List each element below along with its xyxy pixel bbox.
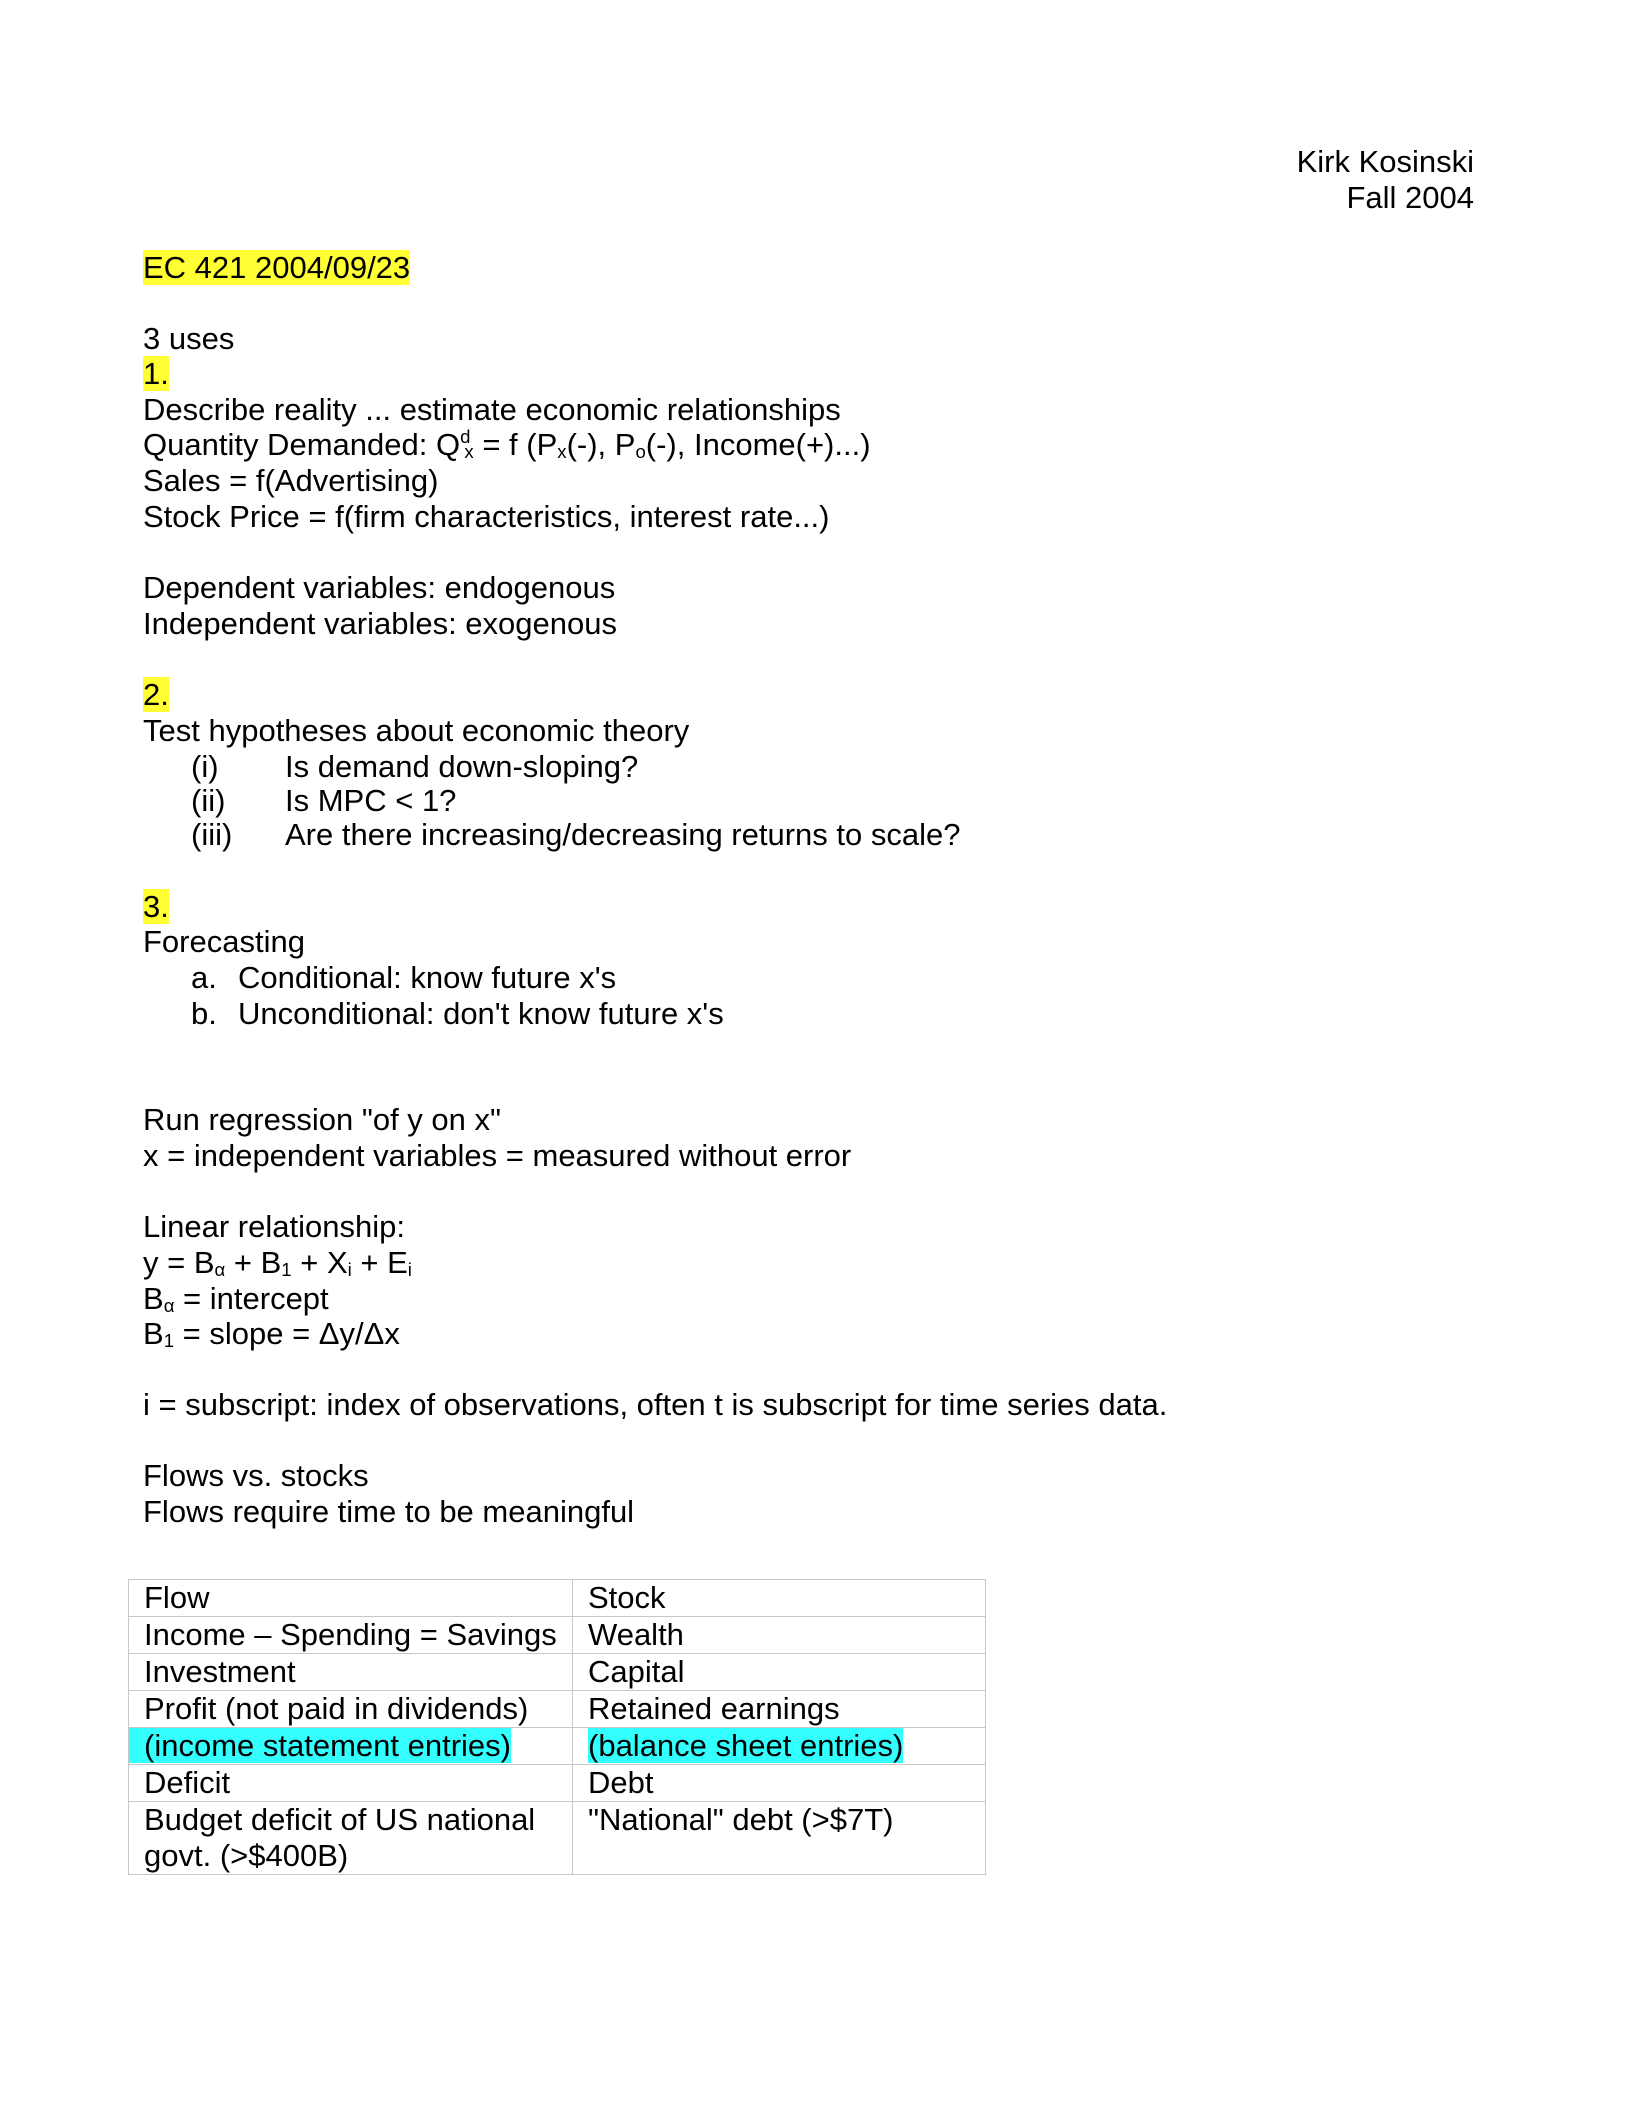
forecast-marker: a. bbox=[191, 960, 217, 995]
table-cell bbox=[573, 1728, 986, 1765]
hypothesis-text: Is MPC < 1? bbox=[285, 783, 457, 818]
table-cell: Income – Spending = Savings bbox=[129, 1617, 573, 1654]
use-1-description: Describe reality ... estimate economic relationships bbox=[143, 392, 841, 427]
eq-sub: i bbox=[347, 1259, 352, 1280]
subscript-note: i = subscript: index of observations, often t is subscript for time series data. bbox=[143, 1387, 1168, 1422]
table-row bbox=[129, 1654, 986, 1691]
eq-text: + E bbox=[351, 1245, 408, 1280]
independent-variables: Independent variables: exogenous bbox=[143, 606, 617, 641]
table-cell bbox=[129, 1728, 573, 1765]
quantity-demanded-formula bbox=[143, 427, 871, 463]
use-2-number-line bbox=[143, 677, 169, 713]
table-row bbox=[129, 1691, 986, 1728]
uses-heading: 3 uses bbox=[143, 321, 235, 356]
table-row bbox=[129, 1617, 986, 1654]
eq-text: y = B bbox=[143, 1245, 215, 1280]
hypothesis-marker: (iii) bbox=[191, 817, 233, 852]
title-line bbox=[143, 250, 410, 286]
table-cell: Budget deficit of US national govt. (>$400B) bbox=[129, 1802, 573, 1875]
income-statement-highlight: (income statement entries) bbox=[129, 1728, 511, 1763]
hypothesis-marker: (ii) bbox=[191, 783, 226, 818]
use-3-number-line bbox=[143, 889, 169, 925]
eq-text: = intercept bbox=[174, 1281, 329, 1316]
forecast-marker: b. bbox=[191, 996, 217, 1031]
use-3-description: Forecasting bbox=[143, 924, 305, 959]
term-label: Fall 2004 bbox=[1346, 180, 1474, 215]
author-name: Kirk Kosinski bbox=[1296, 144, 1474, 179]
flows-line-2: Flows require time to be meaningful bbox=[143, 1494, 635, 1529]
stock-price-formula: Stock Price = f(firm characteristics, interest rate...) bbox=[143, 499, 830, 534]
eq-sub: α bbox=[214, 1259, 226, 1280]
hypothesis-text: Is demand down-sloping? bbox=[285, 749, 639, 784]
slope-definition bbox=[143, 1316, 400, 1352]
balance-sheet-highlight: (balance sheet entries) bbox=[588, 1728, 904, 1763]
table-row bbox=[129, 1802, 986, 1875]
table-cell: Debt bbox=[573, 1765, 986, 1802]
intercept-definition bbox=[143, 1281, 329, 1317]
document-title: EC 421 2004/09/23 bbox=[143, 250, 411, 285]
forecast-text: Unconditional: don't know future x's bbox=[238, 996, 724, 1031]
qd-text: (-), P bbox=[566, 427, 636, 462]
sales-formula: Sales = f(Advertising) bbox=[143, 463, 439, 498]
hypothesis-text: Are there increasing/decreasing returns to scale? bbox=[285, 817, 961, 852]
table-cell: Flow bbox=[129, 1580, 573, 1617]
table-row bbox=[129, 1728, 986, 1765]
hypothesis-marker: (i) bbox=[191, 749, 219, 784]
linear-equation bbox=[143, 1245, 412, 1281]
eq-text: B bbox=[143, 1316, 164, 1351]
use-1-number: 1. bbox=[143, 356, 169, 391]
qd-sup: d bbox=[460, 426, 471, 447]
forecast-text: Conditional: know future x's bbox=[238, 960, 617, 995]
table-cell: Capital bbox=[573, 1654, 986, 1691]
dependent-variables: Dependent variables: endogenous bbox=[143, 570, 616, 605]
table-row bbox=[129, 1580, 986, 1617]
qd-text: (-), Income(+)...) bbox=[645, 427, 871, 462]
eq-sub: 1 bbox=[281, 1259, 292, 1280]
regression-line-1: Run regression "of y on x" bbox=[143, 1102, 502, 1137]
eq-sub: i bbox=[407, 1259, 412, 1280]
regression-line-2: x = independent variables = measured without error bbox=[143, 1138, 852, 1173]
eq-sub: 1 bbox=[163, 1330, 175, 1351]
qd-text: Quantity Demanded: Q bbox=[143, 427, 461, 462]
table-cell: Wealth bbox=[573, 1617, 986, 1654]
eq-text: + B bbox=[225, 1245, 282, 1280]
eq-text: = slope = Δy/Δx bbox=[174, 1316, 400, 1351]
qd-sub: x bbox=[557, 441, 567, 462]
table-cell: "National" debt (>$7T) bbox=[573, 1802, 986, 1875]
use-3-number: 3. bbox=[143, 889, 169, 924]
eq-text: B bbox=[143, 1281, 164, 1316]
use-1-number-line bbox=[143, 356, 169, 392]
eq-sub: α bbox=[163, 1295, 175, 1316]
flow-stock-table bbox=[128, 1579, 986, 1875]
table-cell: Stock bbox=[573, 1580, 986, 1617]
flows-line-1: Flows vs. stocks bbox=[143, 1458, 369, 1493]
table-cell: Retained earnings bbox=[573, 1691, 986, 1728]
eq-text: + X bbox=[291, 1245, 348, 1280]
table-cell: Investment bbox=[129, 1654, 573, 1691]
table-cell: Profit (not paid in dividends) bbox=[129, 1691, 573, 1728]
table-row bbox=[129, 1765, 986, 1802]
table-cell: Deficit bbox=[129, 1765, 573, 1802]
linear-heading: Linear relationship: bbox=[143, 1209, 405, 1244]
qd-text: = f (P bbox=[473, 427, 558, 462]
use-2-number: 2. bbox=[143, 677, 169, 712]
qd-sub: o bbox=[635, 441, 646, 462]
qd-sub: x bbox=[464, 441, 474, 462]
use-2-description: Test hypotheses about economic theory bbox=[143, 713, 690, 748]
